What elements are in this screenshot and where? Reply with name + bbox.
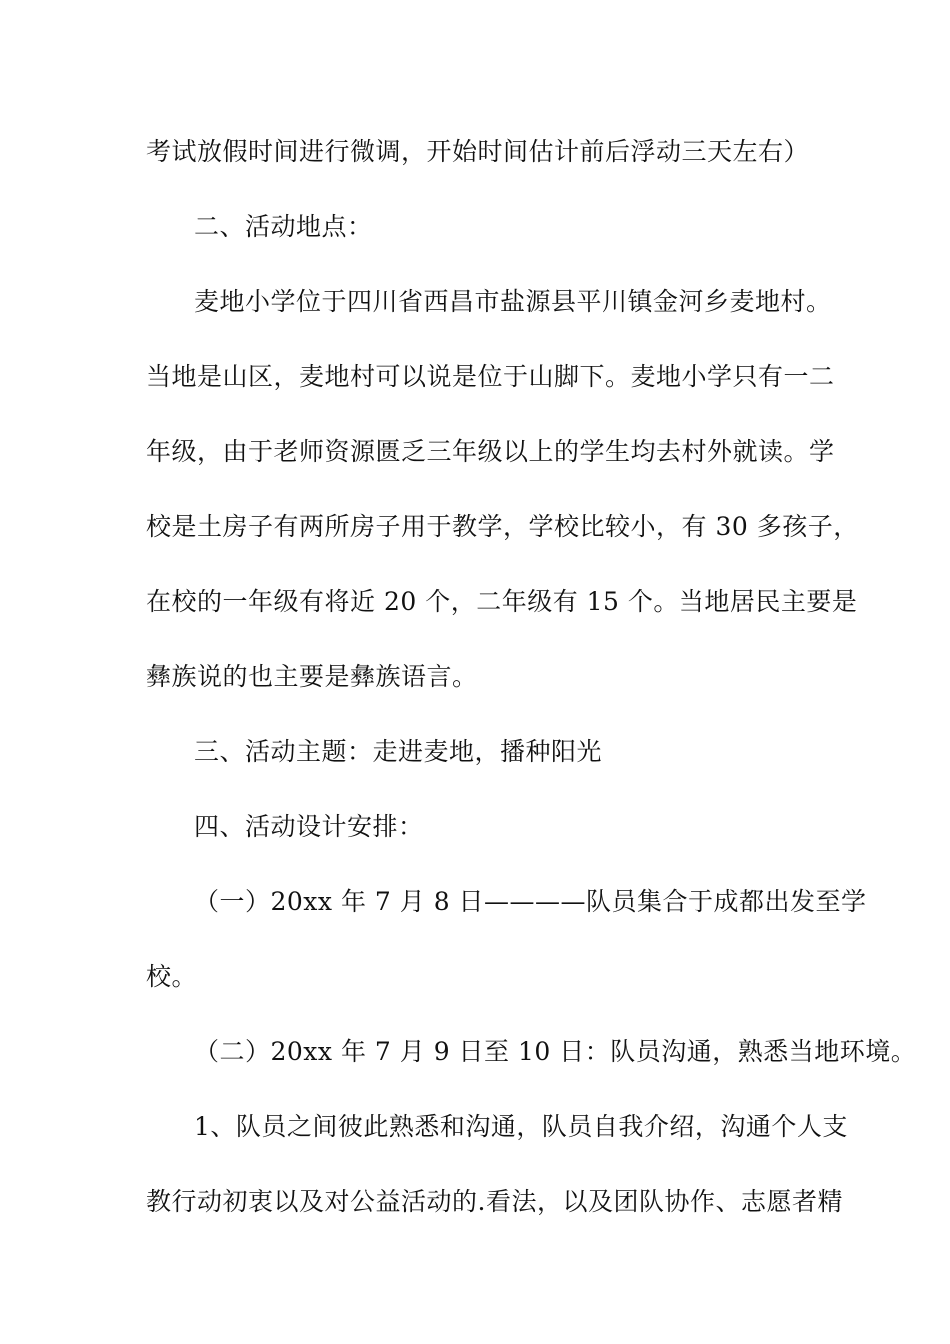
- text-line-6: 校是土房子有两所房子用于教学，学校比较小，有 30 多孩子，: [146, 512, 859, 541]
- schedule-item-1-cont: 校。: [146, 962, 198, 991]
- text-line-7: 在校的一年级有将近 20 个，二年级有 15 个。当地居民主要是: [146, 587, 858, 616]
- text-line-5: 年级，由于老师资源匮乏三年级以上的学生均去村外就读。学: [146, 437, 835, 466]
- list-item-1-cont: 教行动初衷以及对公益活动的.看法，以及团队协作、志愿者精: [146, 1187, 843, 1216]
- text-line-8: 彝族说的也主要是彝族语言。: [146, 662, 478, 691]
- section-heading-location: 二、活动地点：: [194, 212, 373, 241]
- schedule-item-2: （二）20xx 年 7 月 9 日至 10 日：队员沟通，熟悉当地环境。: [194, 1037, 917, 1066]
- text-line-1: 考试放假时间进行微调，开始时间估计前后浮动三天左右）: [146, 137, 810, 166]
- section-heading-schedule: 四、活动设计安排：: [194, 812, 424, 841]
- list-item-1: 1、队员之间彼此熟悉和沟通，队员自我介绍，沟通个人支: [194, 1112, 848, 1141]
- text-line-4: 当地是山区，麦地村可以说是位于山脚下。麦地小学只有一二: [146, 362, 835, 391]
- section-heading-theme: 三、活动主题：走进麦地，播种阳光: [194, 737, 603, 766]
- schedule-item-1: （一）20xx 年 7 月 8 日————队员集合于成都出发至学: [194, 887, 867, 916]
- text-line-3: 麦地小学位于四川省西昌市盐源县平川镇金河乡麦地村。: [194, 287, 832, 316]
